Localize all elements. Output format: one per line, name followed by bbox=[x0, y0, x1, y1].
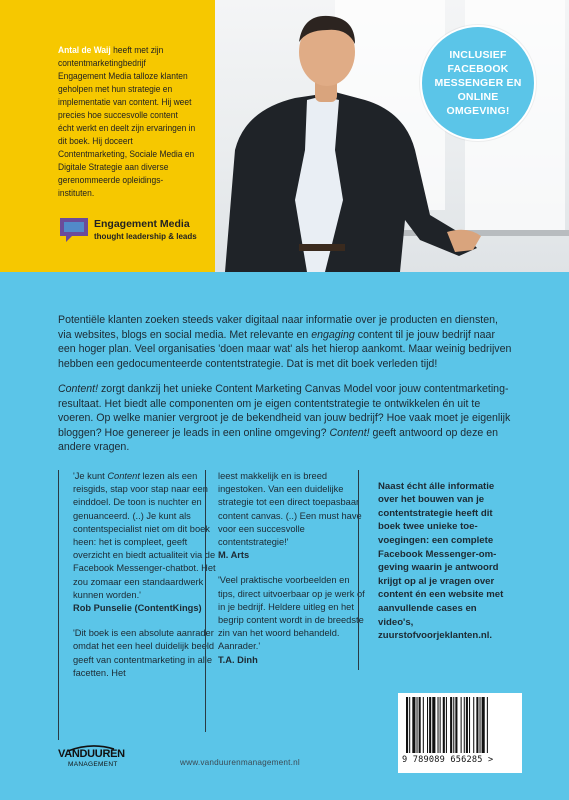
quote-4: 'Veel praktische voorbeelden en tips, direct uitvoerbaar op je werk of in je bedrijf. Heldere uitleg en het begrip content wordt in de breedste zin van het woord behandeld. Aanrader.' T.A. Dinh bbox=[218, 574, 366, 666]
publisher-sub: MANAGEMENT bbox=[68, 761, 118, 768]
review-column-1 bbox=[58, 470, 218, 740]
publisher-logo bbox=[58, 748, 125, 774]
intro-text bbox=[58, 313, 513, 466]
badge-text: INCLUSIEF FACEBOOK MESSENGER EN ONLINE OMGEVING! bbox=[434, 49, 522, 117]
logo-name: Engagement Media bbox=[94, 218, 190, 230]
quote-4-author: T.A. Dinh bbox=[218, 654, 258, 665]
review-column-2 bbox=[218, 470, 366, 740]
top-banner bbox=[0, 0, 569, 272]
barcode-bars bbox=[402, 697, 518, 755]
author-bio bbox=[58, 44, 196, 200]
logo-tagline: thought leadership & leads bbox=[94, 232, 197, 241]
speech-bubble-icon bbox=[58, 216, 90, 244]
intro-paragraph-2: Content! zorgt dankzij het unieke Content Marketing Canvas Model voor jouw contentmarketingresultaat. Het biedt alle componenten om je eigen contentstrategie te ontwikkelen én uit te voeren. Op welke manier vergroot je de bekendheid van jouw bedrijf? Hoe vaak moet je eigenlijk bloggen? Hoe genereer je leads in een online omgeving? Content! geeft antwoord op deze en andere vragen. bbox=[58, 383, 511, 453]
quote-1-author: Rob Punselie (ContentKings) bbox=[73, 603, 202, 614]
yellow-panel bbox=[0, 0, 215, 272]
isbn-barcode bbox=[398, 693, 522, 773]
publisher-name: VANDUUREN bbox=[58, 748, 125, 760]
quote-1: 'Je kunt Content lezen als een reisgids, stap voor stap naar een einddoel. De toon is nuchter en genuanceerd. (..) Je kunt als contentspecialist niet om dit boek heen: het is compleet, geeft overzicht en biedt actualiteit via de Facebook Messenger-chatbot. Het zou zomaar een standaardwerk kunnen worden.' Rob Punselie (ContentKings) bbox=[73, 470, 218, 615]
author-name: Antal de Waij bbox=[58, 45, 111, 55]
extra-info-column bbox=[378, 470, 508, 652]
quote-2: 'Dit boek is een absolute aanrader omdat het een heel duidelijk beeld geeft van contentmarketing in alle facetten. Het bbox=[73, 628, 215, 678]
extra-info-text: Naast écht álle informatie over het bouwen van je contentstrategie heeft dit boek twee unieke toevoegingen: een complete Facebook Messenger-omgeving waarin je antwoord krijgt op al je vragen over content én een website met aanvullende cases en video's, zuurstofvoorjeklanten.nl. bbox=[378, 480, 504, 642]
website-url: www.vanduurenmanagement.nl bbox=[180, 758, 300, 767]
inclusief-badge bbox=[420, 25, 536, 141]
isbn-number: 9 789089 656285 > bbox=[402, 755, 494, 765]
intro-paragraph-1: Potentiële klanten zoeken steeds vaker digitaal naar informatie over je producten en diensten, via websites, blogs en social media. Met relevante en engaging content til je jouw bedrijf naar een hoger plan. Veel organisaties 'doen maar wat' als het hierop aankomt. Maar weinig bedrijven hebben een gedocumenteerde contentstrategie. Dat is met dit boek verleden tijd! bbox=[58, 314, 512, 370]
engagement-media-logo bbox=[58, 212, 208, 252]
author-bio-text: heeft met zijn contentmarketingbedrijf Engagement Media talloze klanten geholpen met hun strategie en implementatie van content. Hij weet precies hoe succesvolle content écht werkt en deelt zijn ervaringen in dit boek. Hij doceert Contentmarketing, Sociale Media en Digitale Strategie aan diverse gerenommeerde opleidingsinstituten. bbox=[58, 45, 196, 198]
quote-3-author: M. Arts bbox=[218, 550, 250, 561]
quote-3: leest makkelijk en is breed ingestoken. Van een duidelijke strategie tot een direct toepasbaar content canvas. (..) Een must have voor een succesvolle contentstrategie!' M. Arts bbox=[218, 470, 366, 562]
